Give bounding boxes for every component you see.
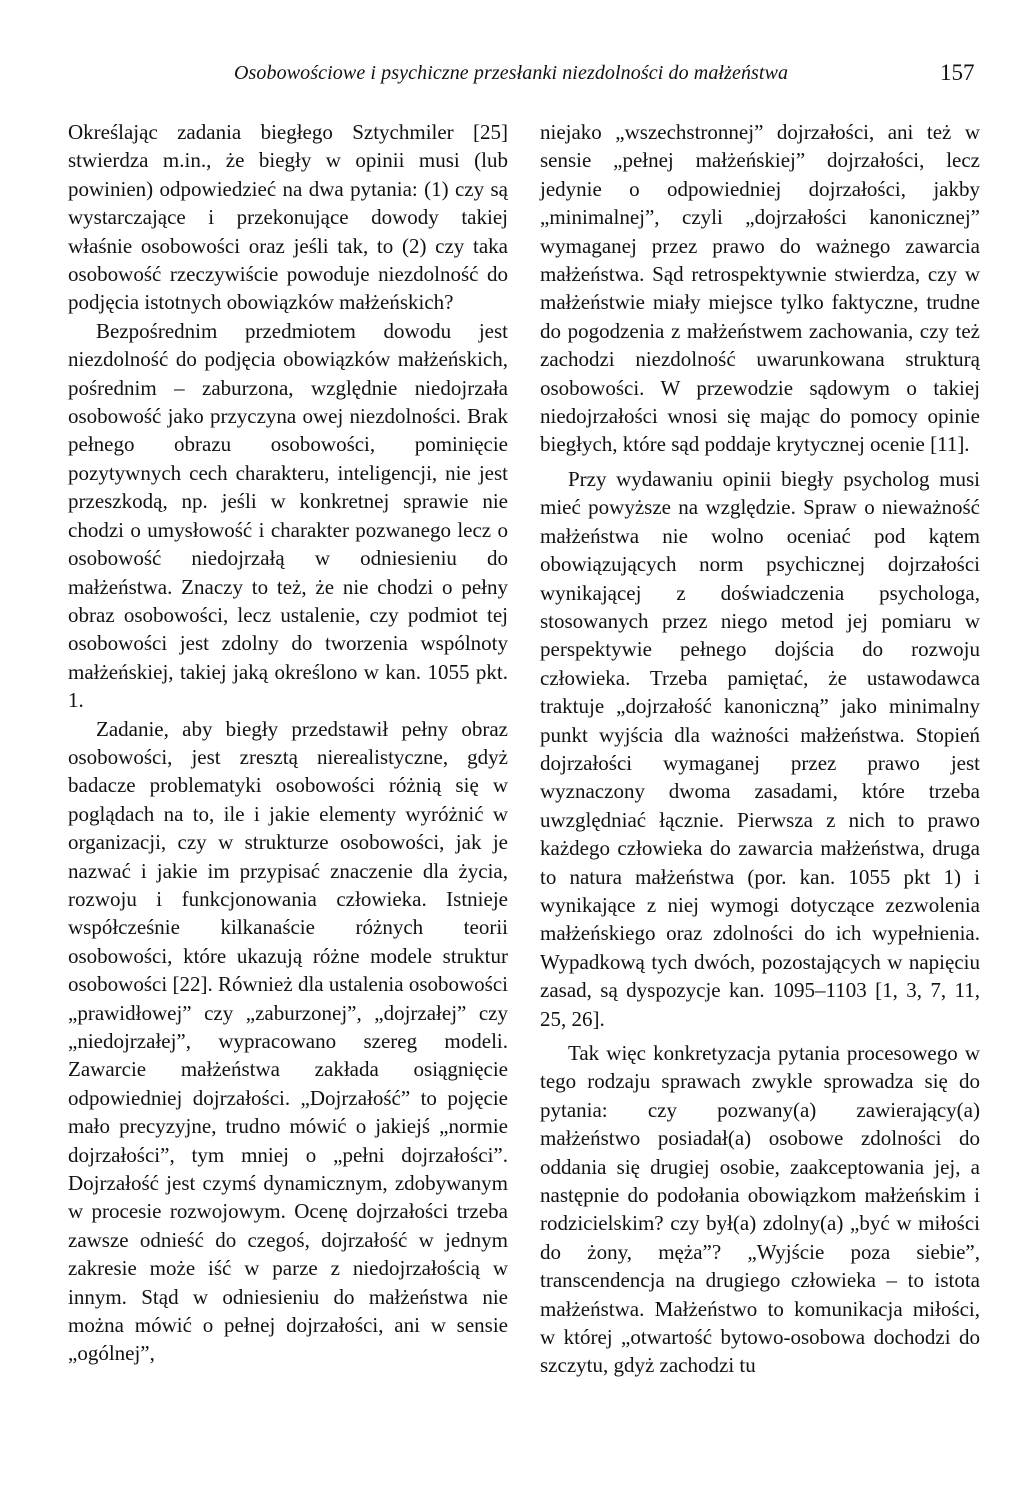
paragraph: Określając zadania biegłego Sztychmiler [25] stwierdza m.in., że biegły w opinii musi (lub powinien) odpowiedzieć na dwa pytania: (1) czy są wystarczające i przekonujące dowody takiej właśnie osobowości oraz jeśli tak, to (2) czy taka osobowość rzeczywiście powoduje niezdolność do podjęcia istotnych obowiązków małżeńskich? [68,120,508,315]
left-column [68,118,508,1368]
paragraph: Bezpośrednim przedmiotem dowodu jest niezdolność do podjęcia obowiązków małżeńskich, pośrednim – zaburzona, względnie niedojrzała osobowość jako przyczyna owej niezdolności. Brak pełnego obrazu osobowości, pominięcie pozytywnych cech charakteru, inteligencji, nie jest przeszkodą, np. jeśli w konkretnej sprawie nie chodzi o umysłowość i charakter pozwanego lecz o osobowość niedojrzałą w odniesieniu do małżeństwa. Znaczy to też, że nie chodzi o pełny obraz osobowości, lecz ustalenie, czy podmiot tej osobowości jest zdolny do tworzenia wspólnoty małżeńskiej, takiej jaką określono w kan. 1055 pkt. 1. [68,318,508,713]
paragraph: niejako „wszechstronnej” dojrzałości, ani też w sensie „pełnej małżeńskiej” dojrzałości, lecz jedynie o odpowiedniej dojrzałości, jakby „minimalnej”, czyli „dojrzałości kanonicznej” wymaganej przez prawo do ważnego zawarcia małżeństwa. Sąd retrospektywnie stwierdza, czy w małżeństwie miały miejsce tylko faktyczne, trudne do pogodzenia z małżeństwem zachowania, czy też zachodzi niezdolność uwarunkowana strukturą osobowości. W przewodzie sądowym o takiej niedojrzałości wnosi się mając do pomocy opinie biegłych, które sąd poddaje krytycznej ocenie [11]. [540,120,980,457]
right-column [540,118,980,1380]
paragraph: Tak więc konkretyzacja pytania procesowego w tego rodzaju sprawach zwykle sprowadza się do pytania: czy pozwany(a) zawierający(a) małżeństwo posiadał(a) osobowe zdolności do oddania się drugiej osobie, zaakceptowania jej, a następnie do podołania obowiązkom małżeńskim i rodzicielskim? czy był(a) zdolny(a) „być w miłości do żony, męża”? „Wyjście poza siebie”, transcendencja na drugiego człowieka – to istota małżeństwa. Małżeństwo to komunikacja miłości, w której „otwartość bytowo-osobowa dochodzi do szczytu, gdyż zachodzi tu [540,1041,980,1378]
paragraph: Przy wydawaniu opinii biegły psycholog musi mieć powyższe na względzie. Spraw o nieważność małżeństwa nie wolno oceniać pod kątem obowiązujących norm psychicznej dojrzałości wynikającej z doświadczenia psychologa, stosowanych przez niego metod jej pomiaru w perspektywie pełnego dojścia do rozwoju człowieka. Trzeba pamiętać, że ustawodawca traktuje „dojrzałość kanoniczną” jako minimalny punkt wyjścia dla ważności małżeństwa. Stopień dojrzałości wymaganej przez prawo jest wyznaczony dwoma zasadami, które trzeba uwzględniać łącznie. Pierwsza z nich to prawo każdego człowieka do zawarcia małżeństwa, druga to natura małżeństwa (por. kan. 1055 pkt 1) i wynikające z niej wymogi dotyczące zezwolenia małżeńskiego oraz zdolności do ich wypełnienia. Wypadkową tych dwóch, pozostających w napięciu zasad, są dyspozycje kan. 1095–1103 [1, 3, 7, 11, 25, 26]. [540,466,980,1031]
page-number: 157 [940,60,975,85]
running-title: Osobowościowe i psychiczne przesłanki niezdolności do małżeństwa [234,62,789,84]
paragraph: Zadanie, aby biegły przedstawił pełny obraz osobowości, jest zresztą nierealistyczne, gdyż badacze problematyki osobowości różnią się w poglądach na to, ile i jakie elementy wyróżnić w organizacji, czy w strukturze osobowości, jak je nazwać i jakie im przypisać znaczenie dla życia, rozwoju i funkcjonowania człowieka. Istnieje współcześnie kilkanaście różnych teorii osobowości, które ukazują różne modele struktur osobowości [22]. Również dla ustalenia osobowości „prawidłowej” czy „zaburzonej”, „dojrzałej” czy „niedojrzałej”, wypracowano szereg modeli. Zawarcie małżeństwa zakłada osiągnięcie odpowiedniej dojrzałości. „Dojrzałość” to pojęcie mało precyzyjne, trudno mówić o jakiejś „normie dojrzałości”, tym mniej o „pełni dojrzałości”. Dojrzałość jest czymś dynamicznym, zdobywanym w procesie rozwojowym. Ocenę dojrzałości trzeba zawsze odnieść do czegoś, dojrzałość w jednym zakresie może iść w parze z niedojrzałością w innym. Stąd w odniesieniu do małżeństwa nie można mówić o pełnej dojrzałości, ani w sensie „ogólnej”, [68,716,508,1366]
